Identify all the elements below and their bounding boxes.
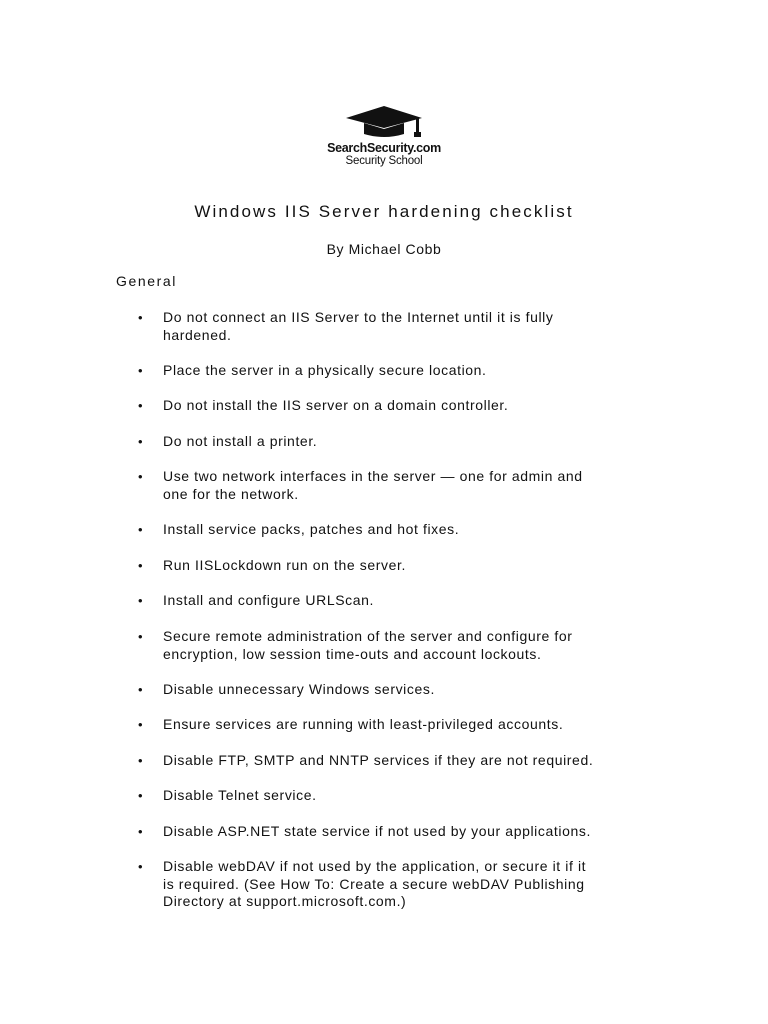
bullet-icon: • (138, 434, 144, 449)
checklist-item-text: Run IISLockdown run on the server. (163, 557, 406, 573)
checklist-item (138, 716, 658, 734)
checklist-item (138, 557, 658, 575)
bullet-icon: • (138, 469, 144, 484)
searchsecurity-logo (322, 104, 446, 176)
bullet-icon: • (138, 310, 144, 325)
checklist-item-text: Secure remote administration of the server and configure for encryption, low session time-outs and account lockouts. (163, 628, 573, 662)
checklist-item-text: Disable webDAV if not used by the application, or secure it if it is required. (See How To: Create a secure webDAV Publishing Directory at support.microsoft.com.) (163, 858, 587, 909)
checklist-item (138, 628, 658, 663)
bullet-icon: • (138, 558, 144, 573)
checklist-item (138, 397, 658, 415)
checklist-item-text: Install service packs, patches and hot fixes. (163, 521, 460, 537)
checklist-item (138, 823, 658, 841)
bullet-icon: • (138, 522, 144, 537)
checklist-item (138, 681, 658, 699)
checklist-item (138, 858, 658, 911)
bullet-icon: • (138, 398, 144, 413)
checklist-item (138, 752, 658, 770)
checklist-item-text: Install and configure URLScan. (163, 592, 374, 608)
bullet-icon: • (138, 717, 144, 732)
bullet-icon: • (138, 859, 144, 874)
bullet-icon: • (138, 824, 144, 839)
section-heading: General (116, 273, 178, 289)
checklist-item (138, 468, 658, 503)
bullet-icon: • (138, 753, 144, 768)
checklist-item-text: Disable ASP.NET state service if not used by your applications. (163, 823, 591, 839)
checklist-item (138, 309, 658, 344)
logo-wordmark: SearchSecurity.com (327, 141, 441, 155)
checklist-item-text: Place the server in a physically secure location. (163, 362, 487, 378)
checklist-item (138, 362, 658, 380)
logo-tagline: Security School (345, 155, 423, 167)
checklist-item (138, 592, 658, 610)
checklist-item (138, 787, 658, 805)
document-title: Windows IIS Server hardening checklist (194, 202, 574, 221)
bullet-icon: • (138, 593, 144, 608)
bullet-icon: • (138, 363, 144, 378)
checklist-item-text: Do not install a printer. (163, 433, 318, 449)
bullet-icon: • (138, 629, 144, 644)
bullet-icon: • (138, 682, 144, 697)
checklist-item-text: Ensure services are running with least-privileged accounts. (163, 716, 564, 732)
document-author: By Michael Cobb (326, 241, 442, 257)
checklist-item (138, 433, 658, 451)
checklist-item-text: Use two network interfaces in the server — one for admin and one for the network. (163, 468, 583, 502)
graduation-cap-icon (342, 104, 426, 140)
checklist-item-text: Disable FTP, SMTP and NNTP services if they are not required. (163, 752, 594, 768)
checklist-item-text: Disable unnecessary Windows services. (163, 681, 435, 697)
checklist-item-text: Disable Telnet service. (163, 787, 317, 803)
bullet-icon: • (138, 788, 144, 803)
checklist-item-text: Do not connect an IIS Server to the Internet until it is fully hardened. (163, 309, 554, 343)
checklist-item (138, 521, 658, 539)
checklist-item-text: Do not install the IIS server on a domain controller. (163, 397, 509, 413)
